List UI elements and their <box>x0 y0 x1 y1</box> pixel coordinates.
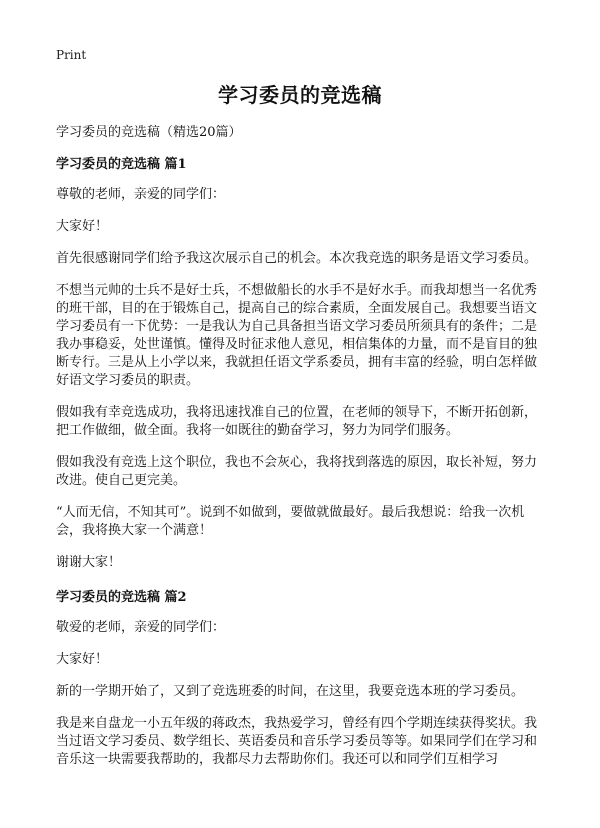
paragraph: 我是来自盘龙一小五年级的蒋政杰，我热爱学习，曾经有四个学期连续获得奖状。我当过语文学习委员、数学组长、英语委员和音乐学习委员等等。如果同学们在学习和音乐这一块需要我帮助的，我都尽力去帮助你们。我还可以和同学们互相学习 <box>56 716 538 767</box>
document-subtitle: 学习委员的竞选稿（精选20篇） <box>56 125 242 140</box>
paragraph: 尊敬的老师，亲爱的同学们： <box>56 187 226 202</box>
paragraph: 大家好！ <box>56 652 109 667</box>
paragraph: “人而无信，不知其可”。说到不如做到，要做就做最好。最后我想说：给我一次机会，我将换大家一个满意！ <box>56 505 525 538</box>
paragraph: 敬爱的老师，亲爱的同学们： <box>56 620 226 635</box>
paragraph: 谢谢大家！ <box>56 555 122 570</box>
paragraph: 大家好！ <box>56 219 109 234</box>
document-body <box>56 121 542 783</box>
paragraph: 假如我有幸竞选成功，我将迅速找准自己的位置，在老师的领导下，不断开拓创新，把工作做细，做全面。我将一如既往的勤奋学习，努力为同学们服务。 <box>56 405 538 438</box>
section-heading-1: 学习委员的竞选稿 篇1 <box>56 157 187 172</box>
paragraph: 不想当元帅的士兵不是好士兵，不想做船长的水手不是好水手。而我却想当一名优秀的班干部，目的在于锻炼自己，提高自己的综合素质，全面发展自己。我想要当语文学习委员有一下优势：一是我认为自己具备担当语文学习委员所须具有的条件；二是我办事稳妥，处世谨慎。懂得及时征求他人意见，相信集体的力量，而不是盲目的独断专行。三是从上小学以来，我就担任语文学系委员，拥有丰富的经验，明白怎样做好语文学习委员的职责。 <box>56 283 538 388</box>
print-link[interactable]: Print <box>56 48 87 62</box>
paragraph: 假如我没有竞选上这个职位，我也不会灰心，我将找到落选的原因，取长补短，努力改进。使自己更完美。 <box>56 455 538 488</box>
section-heading-2: 学习委员的竞选稿 篇2 <box>56 590 187 605</box>
page-title: 学习委员的竞选稿 <box>218 83 382 107</box>
paragraph: 新的一学期开始了，又到了竞选班委的时间，在这里，我要竞选本班的学习委员。 <box>56 684 525 699</box>
paragraph: 首先很感谢同学们给予我这次展示自己的机会。本次我竞选的职务是语文学习委员。 <box>56 251 538 266</box>
